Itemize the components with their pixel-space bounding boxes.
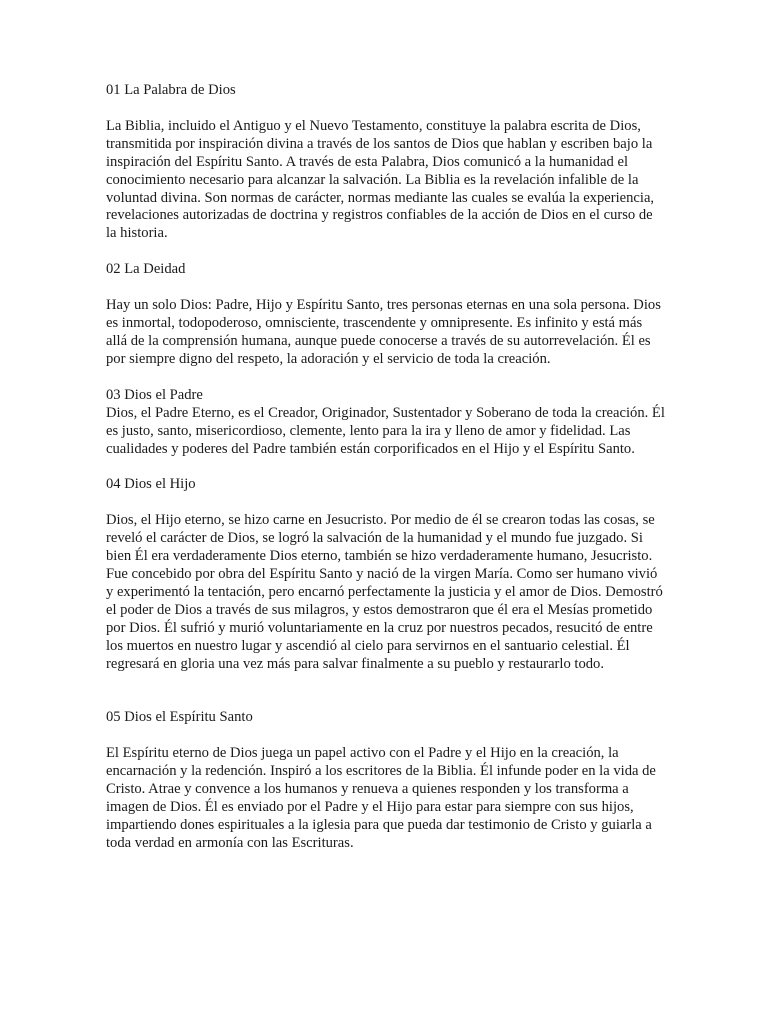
spacer bbox=[106, 243, 666, 261]
section-title-hijo: 04 Dios el Hijo bbox=[106, 476, 196, 493]
spacer bbox=[106, 279, 666, 297]
spacer bbox=[106, 100, 666, 118]
section-body-hijo: Dios, el Hijo eterno, se hizo carne en Jesucristo. Por medio de él se crearon todas las cosas, se reveló el carácter de Dios, se logró la salvación de la humanidad y el mundo fue juzgado. Si bien Él era verdaderamente Dios eterno, también se hizo verdaderamente humano, Jesucristo. Fue concebido por obra del Espíritu Santo y nació de la virgen María. Como ser humano vivió y experimentó la tentación, pero encarnó perfectamente la justicia y el amor de Dios. Demostró el poder de Dios a través de sus milagros, y estos demostraron que él era el Mesías prometido por Dios. Él sufrió y murió voluntariamente en la cruz por nuestros pecados, resucitó de entre los muertos en nuestro lugar y ascendió al cielo para servirnos en el santuario celestial. Él regresará en gloria una vez más para salvar finalmente a su pueblo y restaurarlo todo. bbox=[106, 512, 663, 672]
document-page bbox=[106, 82, 666, 853]
spacer bbox=[106, 458, 666, 476]
section-title-deidad: 02 La Deidad bbox=[106, 261, 186, 278]
spacer bbox=[106, 727, 666, 745]
section-body-padre: Dios, el Padre Eterno, es el Creador, Originador, Sustentador y Soberano de toda la creación. Él es justo, santo, misericordioso, clemente, lento para la ira y lleno de amor y fidelidad. Las cualidades y poderes del Padre también están corporificados en el Hijo y el Espíritu Santo. bbox=[106, 404, 665, 457]
section-body-palabra: La Biblia, incluido el Antiguo y el Nuevo Testamento, constituye la palabra escrita de Dios, transmitida por inspiración divina a través de los santos de Dios que hablan y escriben bajo la inspiración del Espíritu Santo. A través de esta Palabra, Dios comunicó a la humanidad el conocimiento necesario para alcanzar la salvación. La Biblia es la revelación infalible de la voluntad divina. Son normas de carácter, normas mediante las cuales se evalúa la experiencia, revelaciones autorizadas de doctrina y registros confiables de la acción de Dios en el curso de la historia. bbox=[106, 117, 655, 242]
spacer bbox=[106, 673, 666, 709]
section-body-deidad: Hay un solo Dios: Padre, Hijo y Espíritu Santo, tres personas eternas en una sola persona. Dios es inmortal, todopoderoso, omnisciente, trascendente y omnipresente. Es infinito y está más allá de la comprensión humana, aunque puede conocerse a través de su autorrevelación. Él es por siempre digno del respeto, la adoración y el servicio de toda la creación. bbox=[106, 297, 661, 367]
section-title-espiritu: 05 Dios el Espíritu Santo bbox=[106, 709, 253, 726]
section-title-palabra: 01 La Palabra de Dios bbox=[106, 82, 236, 98]
section-body-espiritu: El Espíritu eterno de Dios juega un papel activo con el Padre y el Hijo en la creación, la encarnación y la redención. Inspiró a los escritores de la Biblia. Él infunde poder en la vida de Cristo. Atrae y convence a los humanos y renueva a quienes responden y los transforma a imagen de Dios. Él es enviado por el Padre y el Hijo para estar para siempre con sus hijos, impartiendo dones espirituales a la iglesia para que pueda dar testimonio de Cristo y guiarla a toda verdad en armonía con las Escrituras. bbox=[106, 745, 656, 851]
section-title-padre: 03 Dios el Padre bbox=[106, 386, 203, 403]
spacer bbox=[106, 494, 666, 512]
spacer bbox=[106, 369, 666, 387]
